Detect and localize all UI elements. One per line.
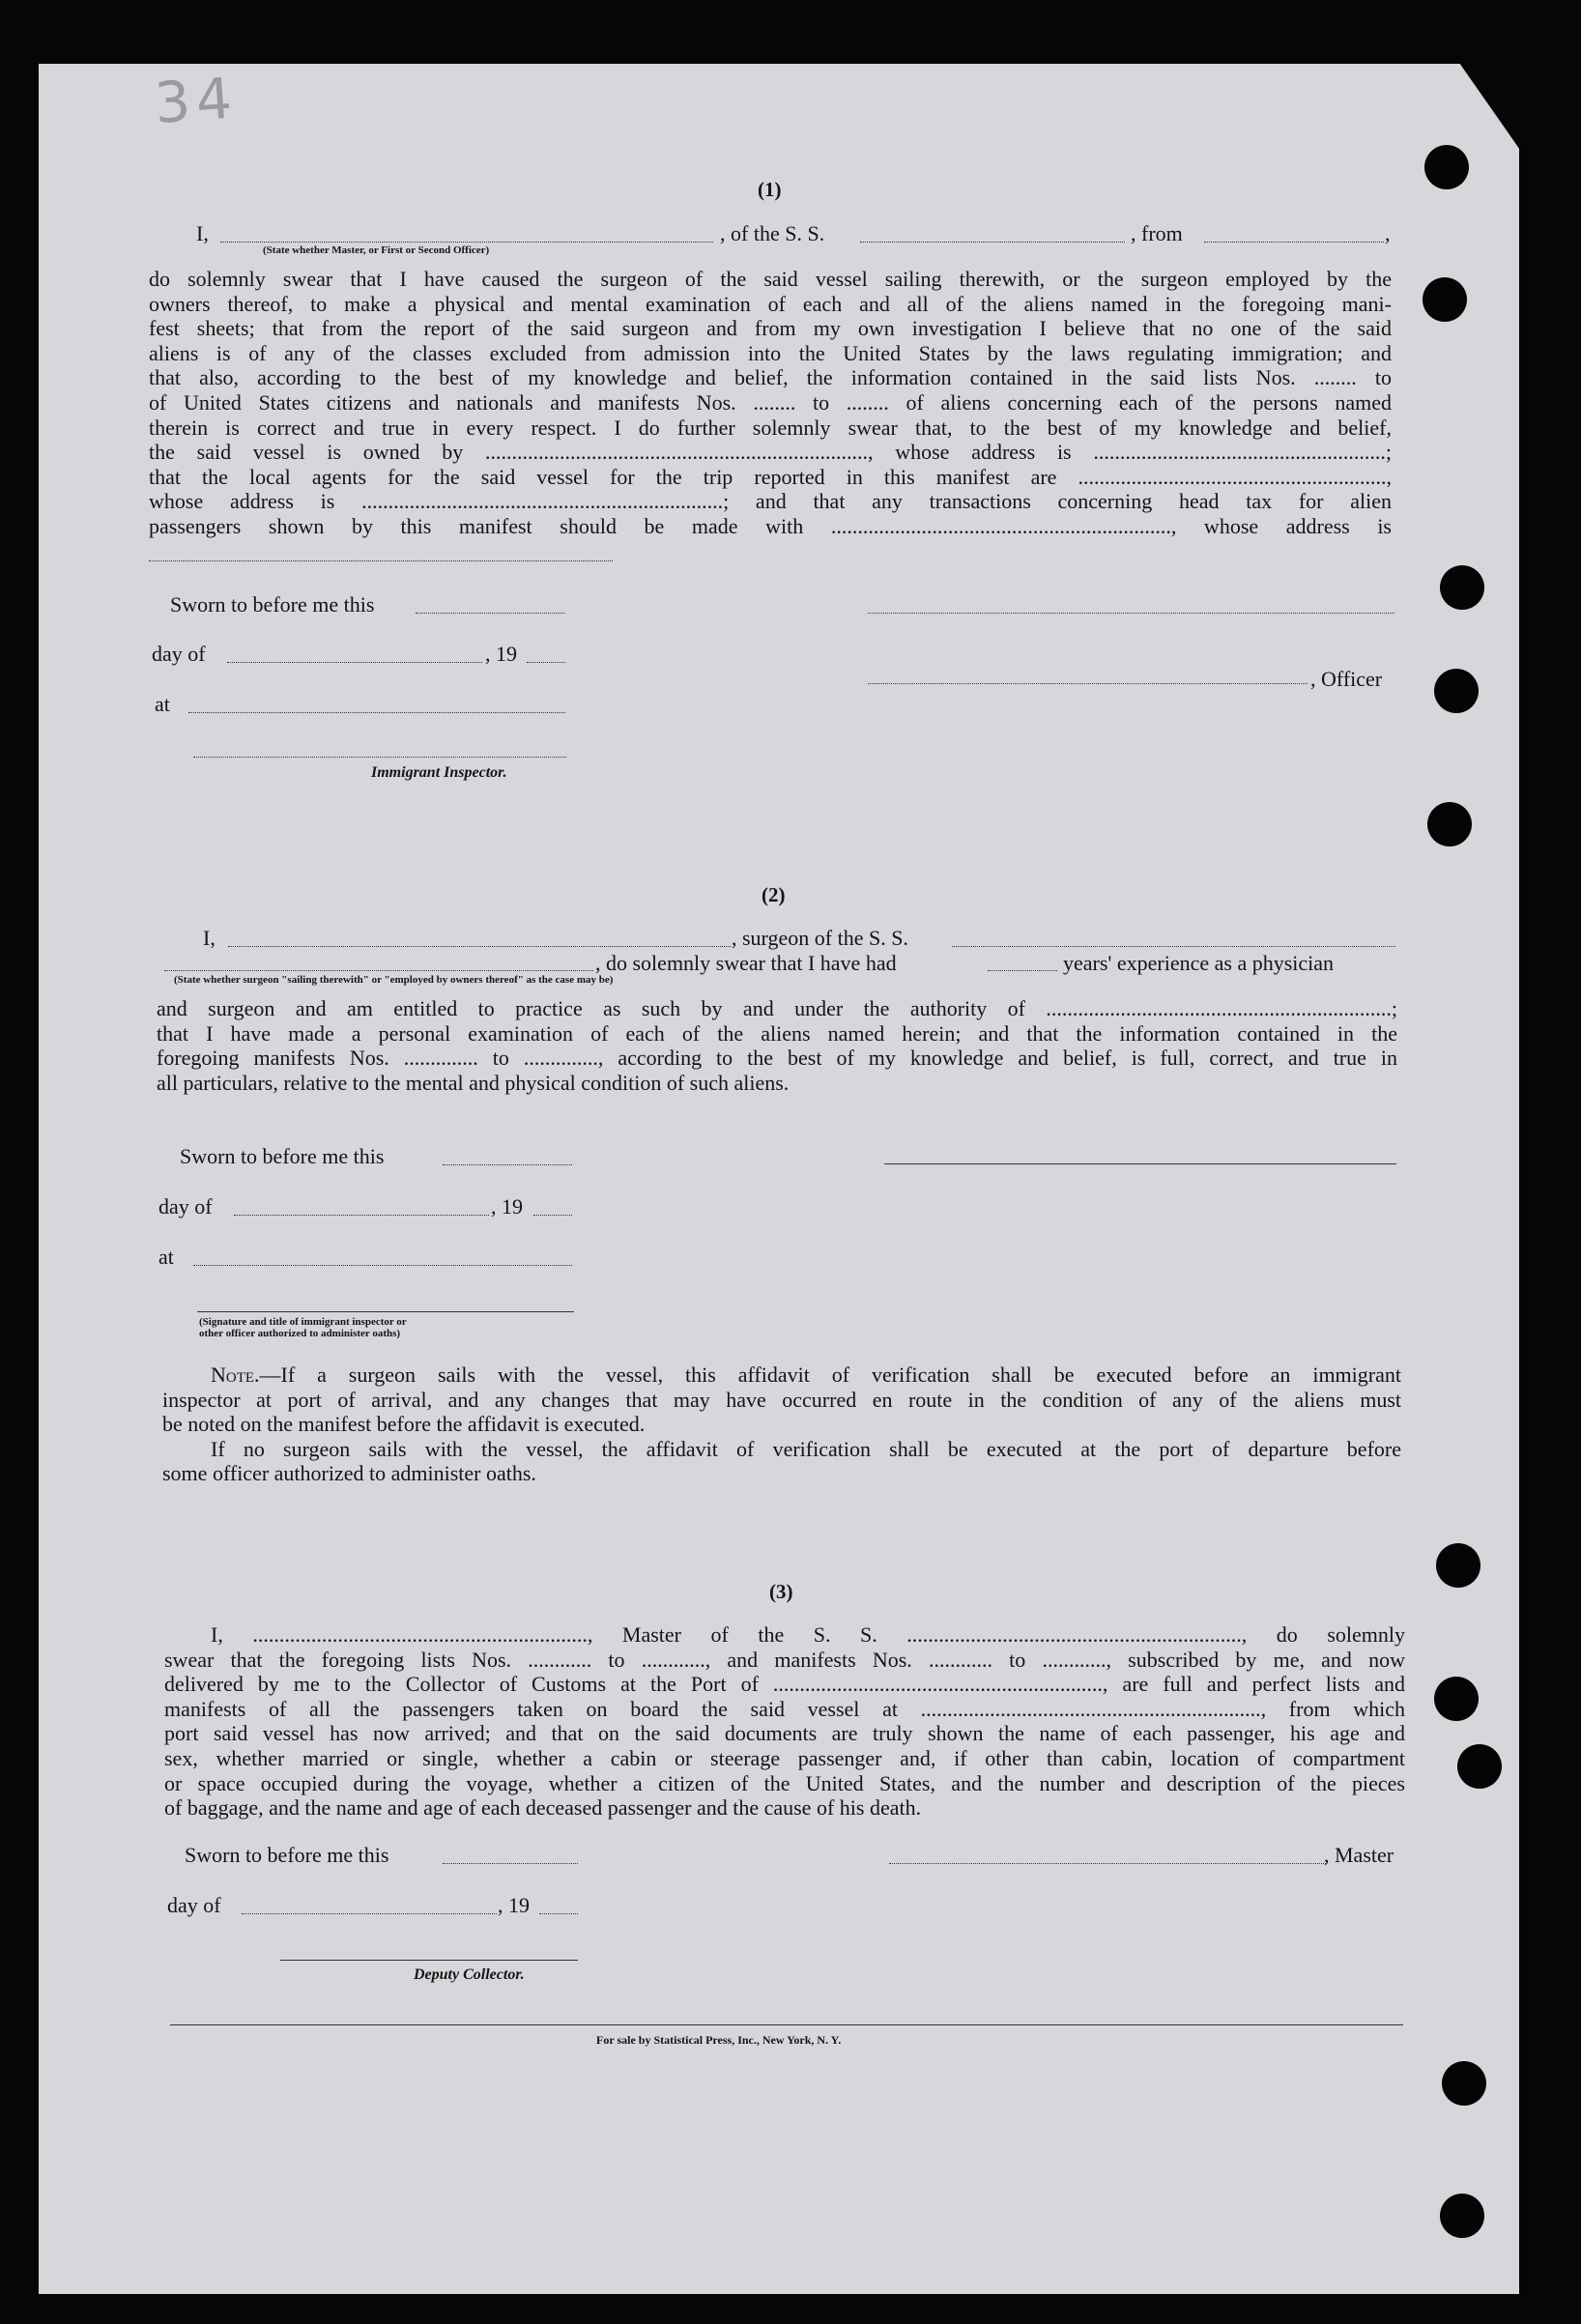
officer-signature-field [868,683,1308,684]
day-of-label: day of [152,642,206,666]
text-line: do solemnly swear that I have caused the surgeon of the said vessel sailing therewith, or the surgeon employed by the [149,267,1392,291]
section3-affidavit-text [164,1622,1405,1821]
text-line: sex, whether married or single, whether a cabin or steerage passenger and, if other than cabin, location of compartment [164,1745,1405,1770]
day-field [234,1215,489,1216]
text-line: If no surgeon sails with the vessel, the affidavit of verification shall be executed at the port of departure before [211,1436,1401,1461]
section2-i: I, [203,926,216,950]
text-line: aliens is of any of the classes excluded from admission into the United States by the laws regulating immigration; and [149,340,1392,365]
text-line: and surgeon and am entitled to practice as such by and under the authority of .................................................................; [157,996,1397,1020]
text-line: other officer authorized to administer oaths) [199,1328,401,1339]
punch-hole [1457,1744,1502,1789]
footer-rule [170,2024,1403,2025]
master-label: , Master [1324,1843,1394,1867]
year-label: , 19 [485,642,517,666]
day-of-label: day of [158,1194,213,1219]
section1-i: I, [196,221,209,245]
punch-hole [1436,1543,1480,1588]
punch-hole [1424,145,1469,189]
day-of-label: day of [167,1893,221,1917]
inspector-signature-line [197,1311,574,1312]
solemnly-label: , do solemnly swear that I have had [595,951,897,975]
master-signature-field [889,1863,1326,1864]
state-whether-note: (State whether Master, or First or Second Officer) [263,244,490,256]
note-label: Note. [211,1363,260,1387]
deputy-collector-caption: Deputy Collector. [414,1966,525,1983]
from-port-field [1204,242,1384,243]
punch-hole [1423,277,1467,322]
text-line: of baggage, and the name and age of each deceased passenger and the cause of his death. [164,1795,922,1821]
sworn-label: Sworn to before me this [180,1144,385,1168]
immigrant-inspector-caption: Immigrant Inspector. [371,764,507,781]
note-text: —If a surgeon sails with the vessel, this affidavit of verification shall be executed before an immigrant [259,1363,1401,1387]
signature-title-note [199,1316,407,1339]
text-line: owners thereof, to make a physical and mental examination of each and all of the aliens named in the foregoing mani- [149,291,1392,316]
section1-affidavit-text [149,267,1392,539]
surgeon-of-label: , surgeon of the S. S. [732,926,908,950]
text-line: inspector at port of arrival, and any changes that may have occurred en route in the condition of any of the aliens must [162,1387,1401,1412]
text-line: manifests of all the passengers taken on board the said vessel at ................................................................, from which [164,1696,1405,1721]
printer-imprint: For sale by Statistical Press, Inc., New York, N. Y. [596,2033,842,2047]
text-line: that also, according to the best of my knowledge and belief, the information contained in the said lists Nos. ........ to [149,365,1392,390]
punch-hole [1440,2194,1484,2238]
of-ss-label: , of the S. S. [720,221,825,245]
year-label: , 19 [491,1194,523,1219]
year-label: , 19 [498,1893,530,1917]
deputy-signature-line [280,1960,578,1961]
years-field [988,970,1057,971]
text-line: of United States citizens and nationals and manifests Nos. ........ to ........ of aliens concerning each of the persons named [149,389,1392,415]
sworn-date-field [443,1863,578,1864]
punch-hole [1434,1677,1479,1721]
punch-hole [1442,2061,1486,2106]
surgeon-signature-line [884,1163,1396,1164]
year-field [539,1913,578,1914]
sworn-date-field [416,613,564,614]
text-line: swear that the foregoing lists Nos. ............ to ............, and manifests Nos. ............ to ............, subscribed by me, and now [164,1647,1405,1672]
note-paragraph [162,1363,1401,1486]
ship-name-field [860,242,1125,243]
section1-heading: (1) [758,178,782,201]
place-field [193,1265,572,1266]
sworn-label: Sworn to before me this [170,592,375,617]
comma: , [1385,221,1391,245]
text-line: or space occupied during the voyage, whether a citizen of the United States, and the number and description of the pieces [164,1770,1405,1795]
year-field [533,1215,572,1216]
day-field [227,662,482,663]
text-line: foregoing manifests Nos. .............. to .............., according to the best of my knowledge and belief, is full, correct, and true in [157,1046,1397,1071]
surgeon-name-field [228,946,731,947]
text-line [162,1363,1401,1388]
handwritten-page-number: 34 [152,65,241,136]
section3-heading: (3) [769,1580,793,1603]
section2-heading: (2) [762,883,786,906]
text-line: delivered by me to the Collector of Customs at the Port of .............................................................., are full and perfect lists and [164,1672,1405,1697]
text-line: therein is correct and true in every respect. I do further solemnly swear that, to the best of my knowledge and belief, [149,415,1392,440]
punch-hole [1440,565,1484,610]
text-line: passengers shown by this manifest should be made with ................................................................, whose address is [149,513,1392,538]
year-field [527,662,565,663]
inspector-signature-line [193,757,566,758]
text-line: that the local agents for the said vessel for the trip reported in this manifest are .........................................................., [149,464,1392,489]
surgeon-status-field [164,970,593,971]
text-line: the said vessel is owned by ........................................................................, whose address is .......................................................; [149,440,1392,465]
text-line: I, ..............................................................., Master of the S. S. ..............................................................., do solemnly [211,1622,1405,1647]
sworn-date-field [443,1164,572,1165]
officer-name-field [220,242,713,243]
surgeon-ship-field [952,946,1395,947]
surgeon-status-note: (State whether surgeon "sailing therewith" or "employed by owners thereof" as the case may be) [174,974,614,986]
text-line: fest sheets; that from the report of the said surgeon and from my own investigation I believe that no one of the said [149,316,1392,341]
text-line: whose address is ....................................................................; and that any transactions concerning head tax for alien [149,489,1392,514]
sworn-label: Sworn to before me this [185,1843,389,1867]
text-line: some officer authorized to administer oaths. [162,1461,536,1486]
day-field [242,1913,497,1914]
officer-signature-line [868,613,1394,614]
text-line: (Signature and title of immigrant inspector or [199,1316,407,1328]
text-line: all particulars, relative to the mental and physical condition of such aliens. [157,1070,790,1095]
punch-hole [1427,802,1472,846]
at-label: at [155,692,170,716]
place-field [188,712,565,713]
section2-affidavit-text [157,996,1397,1095]
agent-address-field [149,560,613,561]
text-line: be noted on the manifest before the affidavit is executed. [162,1412,646,1437]
years-experience-label: years' experience as a physician [1063,951,1335,975]
punch-hole [1434,669,1479,713]
at-label: at [158,1245,174,1269]
officer-label: , Officer [1310,667,1383,691]
text-line: that I have made a personal examination of each of the aliens named herein; and that the information contained in the [157,1020,1397,1046]
from-label: , from [1131,221,1183,245]
text-line: port said vessel has now arrived; and that on the said documents are truly shown the name of each passenger, his age and [164,1721,1405,1746]
